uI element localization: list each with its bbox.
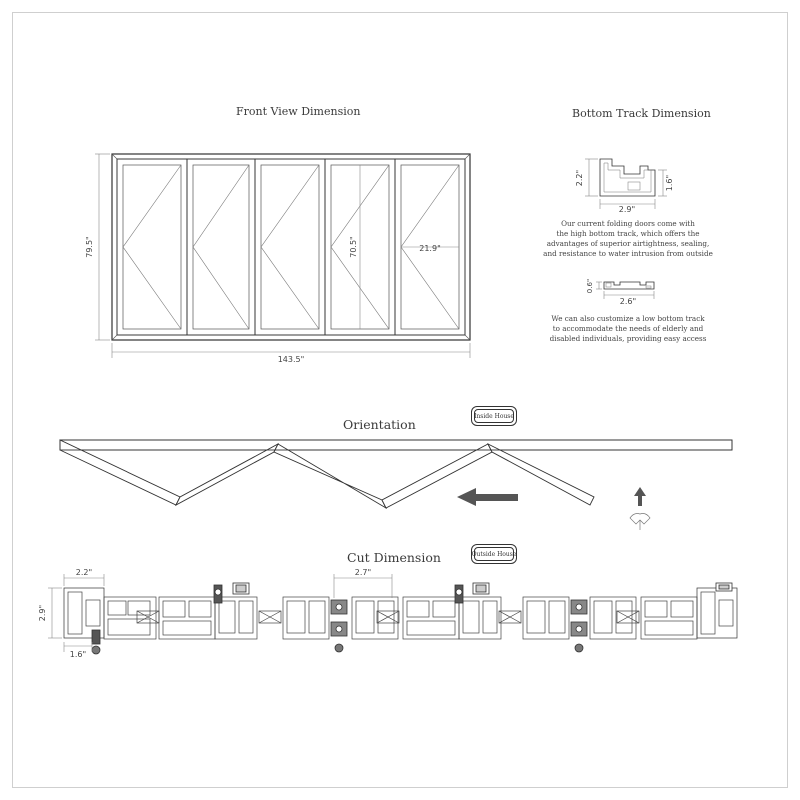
- low-bottom-track-profile: [604, 282, 654, 289]
- seal-gasket: [499, 611, 521, 623]
- cut-dim-left-bottom: 1.6": [69, 650, 87, 659]
- front-view-title: Front View Dimension: [236, 105, 361, 118]
- cut-section-drawing: [64, 588, 737, 639]
- hinge-roller: [92, 583, 249, 654]
- track-high-width: 2.9": [618, 205, 636, 214]
- seal-gasket: [259, 611, 281, 623]
- cut-dim-left-top: 2.2": [75, 568, 93, 577]
- door-panel: [255, 159, 325, 335]
- text-line: and resistance to water intrusion from outside: [543, 249, 713, 258]
- text-line: Our current folding doors come with: [561, 219, 695, 228]
- dim-height-total: 79.5": [85, 236, 94, 258]
- cut-dim-left-side: 2.9": [38, 604, 47, 622]
- orientation-title: Orientation: [343, 417, 416, 432]
- hinge-roller: [716, 583, 732, 591]
- slide-direction-arrow-icon: [457, 488, 518, 506]
- dim-height-panel: 70.5": [349, 236, 358, 258]
- high-bottom-track-profile: [600, 159, 655, 196]
- text-line: We can also customize a low bottom track: [551, 314, 705, 323]
- outside-house-badge: Outside House: [471, 544, 517, 564]
- text-line: to accommodate the needs of elderly and: [552, 324, 704, 333]
- track-low-width: 2.6": [619, 297, 637, 306]
- text-line: advantages of superior airtightness, sealing,: [546, 239, 710, 248]
- bottom-track-title: Bottom Track Dimension: [572, 107, 711, 120]
- text-line: disabled individuals, providing easy access: [549, 334, 707, 343]
- text-line: the high bottom track, which offers the: [556, 229, 700, 238]
- dim-width-panel: 21.9": [419, 244, 441, 253]
- track-high-side: 1.6": [665, 174, 674, 192]
- door-panel: [117, 159, 187, 335]
- hinge-roller: [455, 583, 489, 603]
- inside-house-badge: Inside House: [471, 406, 517, 426]
- dim-width-total: 143.5": [277, 355, 305, 364]
- hinge-roller: [571, 600, 587, 652]
- seal-gasket: [377, 611, 399, 623]
- track-low-height: 0.6": [586, 278, 594, 294]
- track-high-height: 2.2": [575, 169, 584, 187]
- front-dimension-lines: [95, 154, 470, 358]
- door-panel: [187, 159, 255, 335]
- orientation-fold-diagram: [60, 440, 732, 508]
- low-track-description: [538, 314, 718, 344]
- cut-dim-center: 2.7": [354, 568, 372, 577]
- viewer-up-arrow-icon: [630, 487, 650, 530]
- cut-dimension-title: Cut Dimension: [347, 550, 441, 565]
- high-track-description: [538, 219, 718, 259]
- hinge-roller: [331, 600, 347, 652]
